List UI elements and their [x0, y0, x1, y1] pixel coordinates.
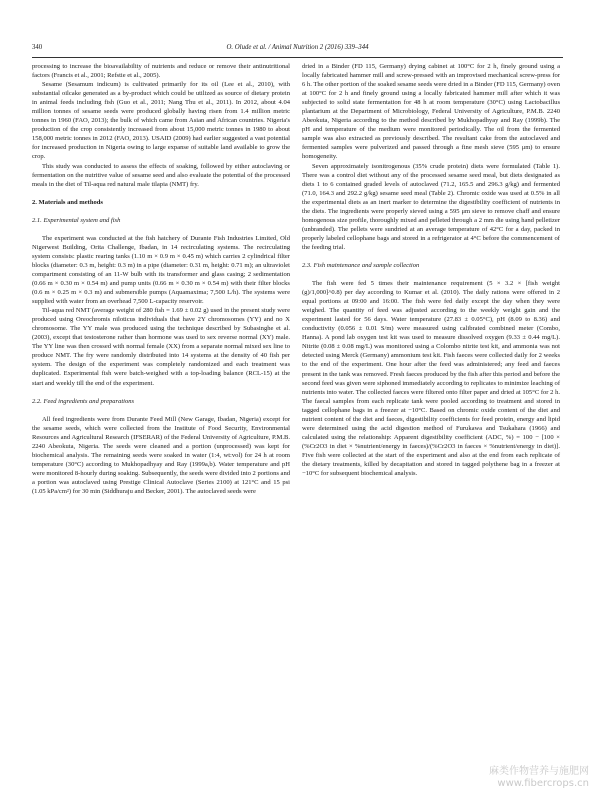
right-column	[302, 62, 560, 478]
paragraph: Sesame (Sesamum indicum) is cultivated primarily for its oil (Lee et al., 2010), with substantial oilcake generated as a by-product which could be utilized as source of dietary protein in animal feeds including fish (Guo et al., 2011; Nang Thu et al., 2011). In 2012, about 4.04 million tonnes of sesame seeds were produced globally having risen from 1.4 million metric tonnes in 1960 (FAO, 2013); the bulk of which came from Asian and African countries. Nigeria's production of the crop consistently increased from about 15,000 metric tonnes in 1980 to about 158,000 metric tonnes in 2012 (FAO, 2013). USAID (2009) had earlier suggested a vast potential for increased production in Nigeria owing to large expanse of suitable land available to grow the crop.	[32, 81, 290, 161]
left-column	[32, 62, 290, 496]
watermark-url: www.fibercrops.cn	[497, 778, 589, 789]
paragraph: processing to increase the bioavailability of nutrients and reduce or remove their antinutritional factors (Francis et al., 2001; Refstie et al., 2005).	[32, 63, 290, 80]
header-rule	[32, 57, 563, 58]
paragraph: The fish were fed 5 times their maintenance requirement (5 × 3.2 × [fish weight (g)/1,000]^0.8) per day according to Kumar et al. (2010). The daily rations were offered in 2 equal portions at 09:00 and 16:00. The fish were fed daily except the day when they were weighed. The quantity of feed was adjusted according to the weekly weight gain and the experiment lasted for 56 days. Water temperature (27.83 ± 0.05°C), pH (8.09 to 8.36) and conductivity (0.056 ± 0.01 S/m) were measured using calibrated combined meter (Combo, Hanna). A pond lab oxygen test kit was used to measure dissolved oxygen (9.33 ± 0.44 mg/L). Nitrite (0.08 ± 0.08 mg/L) was monitored using a Colombo nitrite test kit, and ammonia was not detected using Merck (Germany) ammonium test kit. Fish faeces were collected daily for 2 weeks to the end of the experiment. One hour after the feed was administered; any feed and faeces present in the tank was removed. Fresh faeces produced by the fish after this period and before the second feed was given were siphoned immediately according to replicates to minimize leaching of nutrients into water. The collected faeces were filtered onto filter paper and dried at 105°C for 2 h. The faecal samples from each replicate tank were pooled according to treatment and stored in tagged cellophane bags in a freezer at −10°C. Based on chromic oxide content of the diet and nutrient content of the diet and faeces, digestibility coefficients for feed protein, energy and lipid were determined using the acid digestion method of Furukawa and Tsukahara (1966) and calculated using the relationship: Apparent digestibility coefficient (ADC, %) = 100 − [100 × (%Cr2O3 in diet × %nutrient/energy in faeces)/(%Cr2O3 in faeces × %nutrient/energy in diet)]. Five fish were collected at the start of the experiment and also at the end from each replicate of the dietary treatments, killed by decapitation and stored in tagged polythene bag in a freezer at −10°C for subsequent biochemical analysis.	[302, 280, 560, 478]
watermark	[489, 766, 589, 790]
paragraph: All feed ingredients were from Durante Feed Mill (New Garage, Ibadan, Nigeria) except for the sesame seeds, which were collected from the Institute of Food Security, Environmental Resources and Agricultural Research (IFSERAR) of the Federal University of Agriculture, P.M.B. 2240 Abeokuta, Nigeria. The seeds were cleaned and a portion (unprocessed) was kept for biochemical analysis. The remaining seeds were soaked in water (1:4, wt:vol) for 24 h at room temperature (30°C) according to Mukhopadhyay and Ray (1999a,b). Water temperature and pH were monitored 8-hourly during soaking. Subsequently, the seeds were divided into 2 portions and a portion was autoclaved using Prestige Clinical Autoclave (Series 2100) at 121°C and 15 psi (1.05 kPa/cm²) for 30 min (Siddhuraju and Becker, 2001). The autoclaved seeds were	[32, 415, 290, 495]
paragraph: This study was conducted to assess the effects of soaking, followed by either autoclaving or fermentation on the nutritive value of sesame seed and also evaluate the potential of the processed meals in the diet of Til-aqua red natural male tilapia (NMT) fry.	[32, 162, 290, 188]
watermark-line: 麻类作物营养与施肥网	[489, 766, 589, 777]
subsection-heading: 2.3. Fish maintenance and sample collection	[302, 261, 420, 269]
paragraph: Til-aqua red NMT (average weight of 280 fish = 1.69 ± 0.02 g) used in the present study were produced using Oreochromis niloticus individuals that have 2Y chromosomes (YY) and no X chromosome. The YY male was produced using the technique described by Subasinghe et al. (2003), except that testosterone rather than hormone was used to sex reverse normal (XY) male. The YY line was then crossed with normal female (XX) from a separate normal mixed sex line to produce NMT. The fry were randomly distributed into 14 systems at the density of 40 fish per system. The design of the experiment was completely randomized and each treatment was duplicated. Experimental fish were batch-weighed with a top-loading balance (RCL-15) at the start and weekly till the end of the experiment.	[32, 307, 290, 387]
running-title: O. Olude et al. / Animal Nutrition 2 (2016) 339–344	[226, 44, 369, 51]
running-header	[32, 44, 563, 56]
paragraph: Seven approximately isonitrogenous (35% crude protein) diets were formulated (Table 1). There was a control diet without any of the processed sesame seed meal, but diets designated as diets 1 to 6 contained graded levels of autoclaved (71.2, 165.5 and 296.3 g/kg) and fermented (71.0, 164.3 and 292.2 g/kg) sesame seed meal (Table 2). Chromic oxide was used at 0.5% in all the experimental diets as an inert marker to determine the digestibility coefficient of nutrients in the diets. The ingredients were properly sieved using a 595 μm sieve to remove chaff and ensure homogenous size profile, thoroughly mixed and pelleted through a 2 mm die using hand pelletizer (unbranded). The pellets were sundried at an average temperature of 42°C for a day, packed in properly labeled cellophane bags and stored in a refrigerator at 4°C before the commencement of the feeding trial.	[302, 162, 560, 251]
page-number: 340	[32, 44, 43, 51]
paragraph: The experiment was conducted at the fish hatchery of Durante Fish Industries Limited, Old Nigerwest Building, Orita Challenge, Ibadan, in 14 recirculating systems. The recirculating system consists: plastic rearing tanks (1.10 m × 0.9 m × 0.45 m) which carries 2 cylindrical filter blocks (diameter: 0.3 m, height: 0.3 m) in a pipe (diameter: 0.31 m, height: 0.71 m); an ultraviolet compartment consisting of an 11-W bulb with its transformer and glass casing; 2 sedimentation (0.66 m × 0.30 m × 0.54 m) and pump units (0.66 m × 0.30 m × 0.54 m) with their filter blocks (0.6 m × 0.25 m × 0.3 m) and submersible pumps (Aquamaxima; 7,500 L/h). The systems were supplied with water from an overhead 7,500 L-capacity reservoir.	[32, 234, 290, 306]
paragraph: dried in a Binder (FD 115, Germany) drying cabinet at 100°C for 2 h, finely ground using a locally fabricated hammer mill and screw-pressed with an improvised mechanical screw-press for 6 h. The other portion of the soaked sesame seeds were dried in a Binder (FD 115, Germany) oven at 100°C for 2 h and finely ground using a locally fabricated hammer mill after which it was subjected to solid state fermentation for 48 h at room temperature (30°C) using Lactobacillus plantarium at the Department of Microbiology, Federal University of Agriculture, P.M.B. 2240 Abeokuta, Nigeria according to the method described by Mukhopadhyay and Ray (1999b). The pH and temperature of the medium were monitored periodically. The oil from the fermented sample was also extracted as previously described. The resultant cake from the autoclaved and fermented samples were pulverized and passed through a fine mesh sieve (595 μm) to ensure homogeneity.	[302, 63, 560, 161]
section-heading: 2. Materials and methods	[32, 198, 103, 206]
subsection-heading: 2.2. Feed ingredients and preparations	[32, 397, 135, 405]
subsection-heading: 2.1. Experimental system and fish	[32, 216, 121, 224]
